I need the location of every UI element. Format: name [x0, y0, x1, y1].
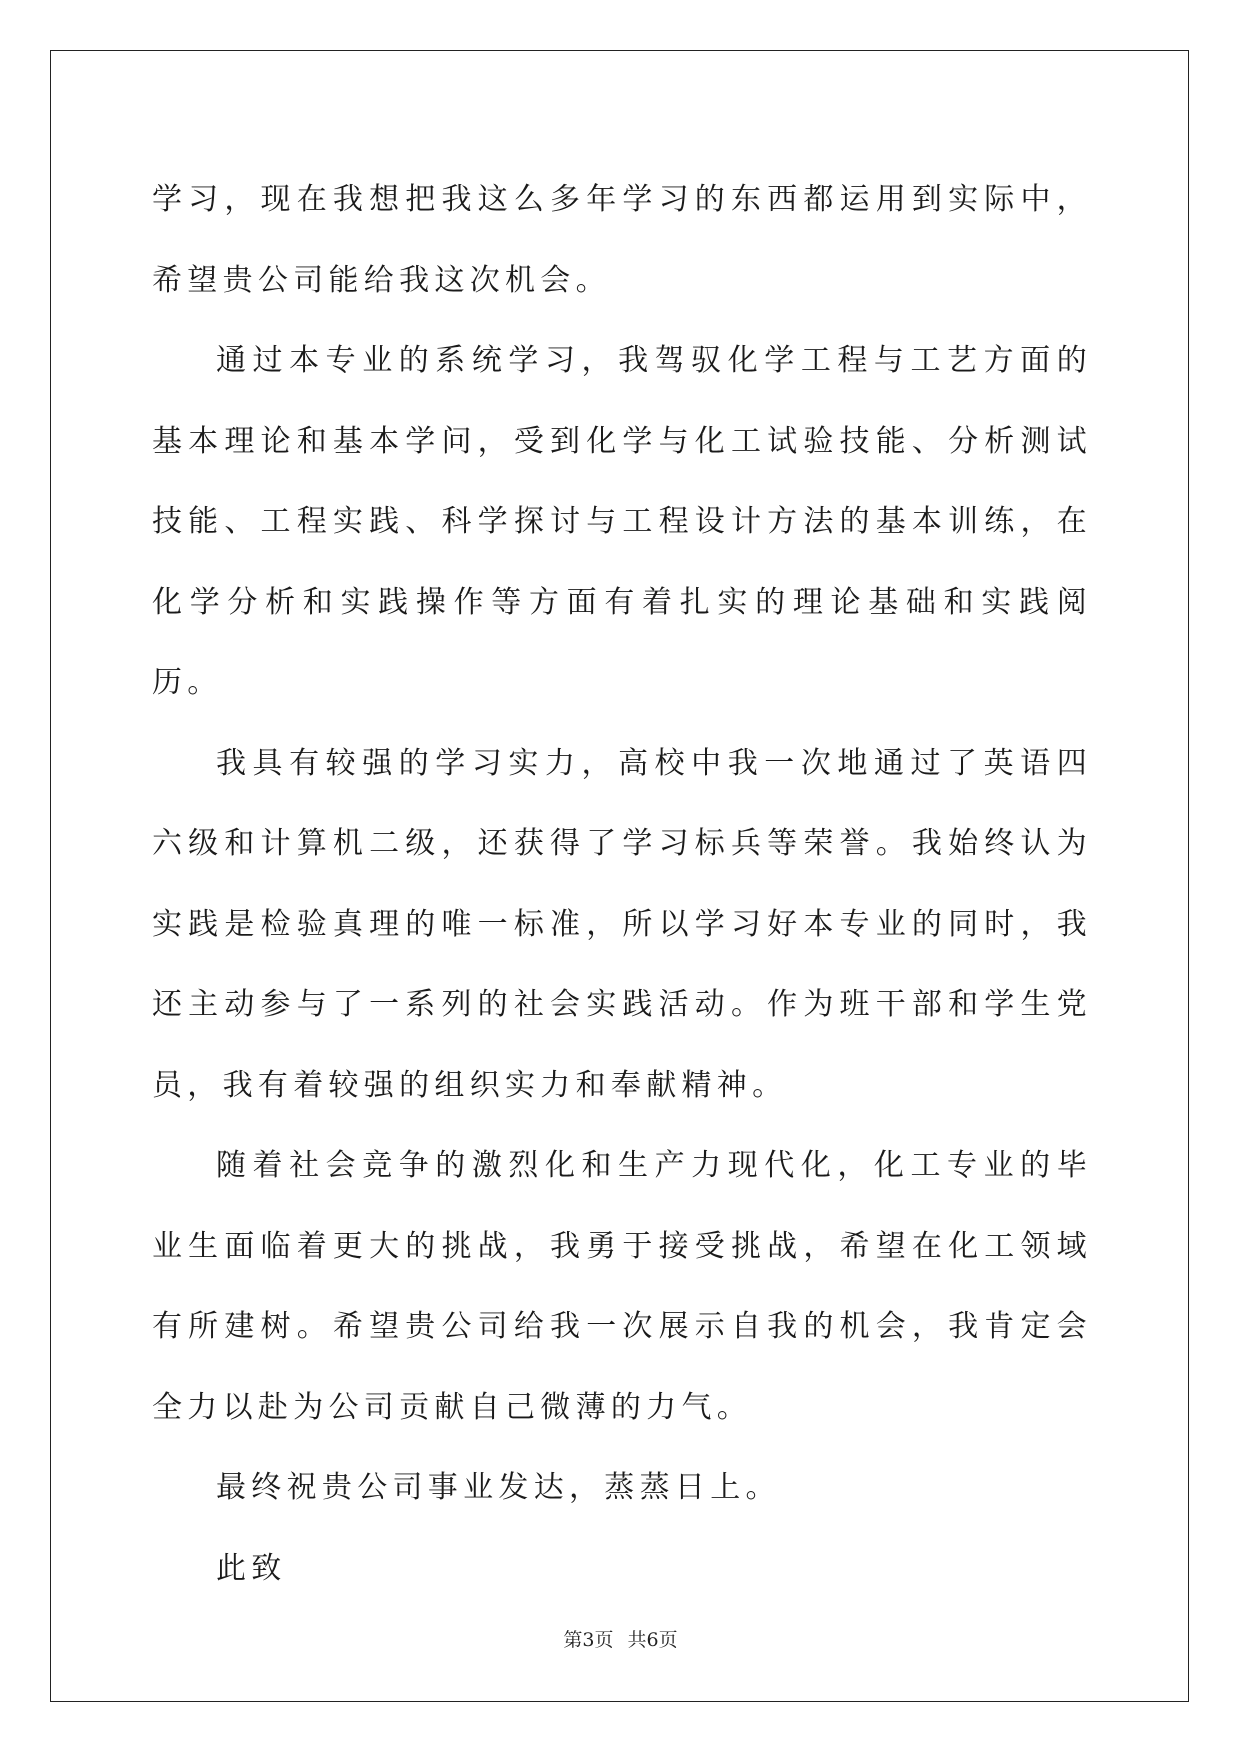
page-footer [0, 1625, 1241, 1652]
paragraph-continuation: 学习，现在我想把我这么多年学习的东西都运用到实际中，希望贵公司能给我这次机会。 [152, 182, 1092, 298]
paragraph-challenge: 随着社会竞争的激烈化和生产力现代化，化工专业的毕业生面临着更大的挑战，我勇于接受挑战，希望在化工领域有所建树。希望贵公司给我一次展示自我的机会，我肯定会全力以赴为公司贡献自己微薄的力气。 [152, 1148, 1092, 1425]
current-page-label: 第3页 [563, 1629, 614, 1651]
total-pages-label: 共6页 [627, 1629, 678, 1651]
document-body [152, 160, 1092, 1609]
paragraph-abilities: 我具有较强的学习实力，高校中我一次地通过了英语四六级和计算机二级，还获得了学习标兵等荣誉。我始终认为实践是检验真理的唯一标准，所以学习好本专业的同时，我还主动参与了一系列的社会实践活动。作为班干部和学生党员，我有着较强的组织实力和奉献精神。 [152, 745, 1092, 1103]
paragraph-closing: 此致 [216, 1550, 287, 1586]
paragraph-education: 通过本专业的系统学习，我驾驭化学工程与工艺方面的基本理论和基本学问，受到化学与化工试验技能、分析测试技能、工程实践、科学探讨与工程设计方法的基本训练，在化学分析和实践操作等方面有着扎实的理论基础和实践阅历。 [152, 343, 1092, 700]
paragraph-wishes: 最终祝贵公司事业发达，蒸蒸日上。 [216, 1470, 781, 1505]
